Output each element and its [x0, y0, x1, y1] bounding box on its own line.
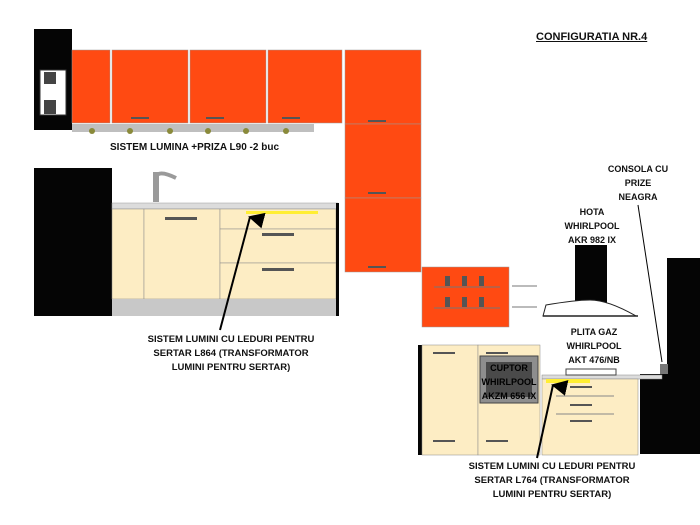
- oven-line-1: CUPTOR: [490, 363, 528, 373]
- led-l864-line-3: LUMINI PENTRU SERTAR): [171, 362, 291, 373]
- sink-faucet: [153, 172, 176, 202]
- lower-left-base-units: [112, 203, 339, 316]
- led-l864-label: [136, 333, 326, 375]
- console-line-3: NEAGRA: [618, 192, 658, 202]
- hood-label: [562, 205, 622, 247]
- hob-line-1: PLITA GAZ: [570, 327, 618, 337]
- oven-line-2: WHIRLPOOL: [481, 377, 537, 387]
- left-tall-black-unit: [34, 168, 112, 316]
- right-tall-black-unit: [640, 258, 700, 454]
- upper-orange-cabinets: [72, 50, 342, 123]
- lighting-system-label: SISTEM LUMINA +PRIZA L90 -2 buc: [110, 142, 279, 153]
- console-line-1: CONSOLA CU: [607, 164, 669, 174]
- hob-label: [556, 325, 632, 367]
- hood-rail: [512, 286, 537, 307]
- hood-line-2: WHIRLPOOL: [564, 221, 620, 231]
- hood-line-1: HOTA: [579, 207, 605, 217]
- led-l764-line-3: LUMINI PENTRU SERTAR): [492, 489, 612, 500]
- led-l764-line-1: SISTEM LUMINI CU LEDURI PENTRU: [468, 461, 636, 472]
- open-shelf-unit: [422, 267, 509, 327]
- hood-line-3: AKR 982 IX: [567, 235, 617, 245]
- console-label: [602, 162, 674, 204]
- arrow-console: [638, 205, 662, 362]
- lighting-bar: [72, 124, 314, 134]
- oven-label: [476, 361, 542, 403]
- led-l764-label: [454, 460, 650, 502]
- led-l864-line-1: SISTEM LUMINI CU LEDURI PENTRU: [147, 334, 315, 345]
- console-line-2: PRIZE: [624, 178, 652, 188]
- tall-orange-column: [345, 50, 421, 272]
- led-l764-line-2: SERTAR L764 (TRANSFORMATOR: [474, 475, 630, 486]
- oven-line-3: AKZM 656 IX: [481, 391, 537, 401]
- extractor-hood: [543, 245, 638, 316]
- hob-line-2: WHIRLPOOL: [566, 341, 622, 351]
- page-title: CONFIGURATIA NR.4: [536, 31, 648, 43]
- led-l864-line-2: SERTAR L864 (TRANSFORMATOR: [153, 348, 309, 359]
- hob-line-3: AKT 476/NB: [568, 355, 620, 365]
